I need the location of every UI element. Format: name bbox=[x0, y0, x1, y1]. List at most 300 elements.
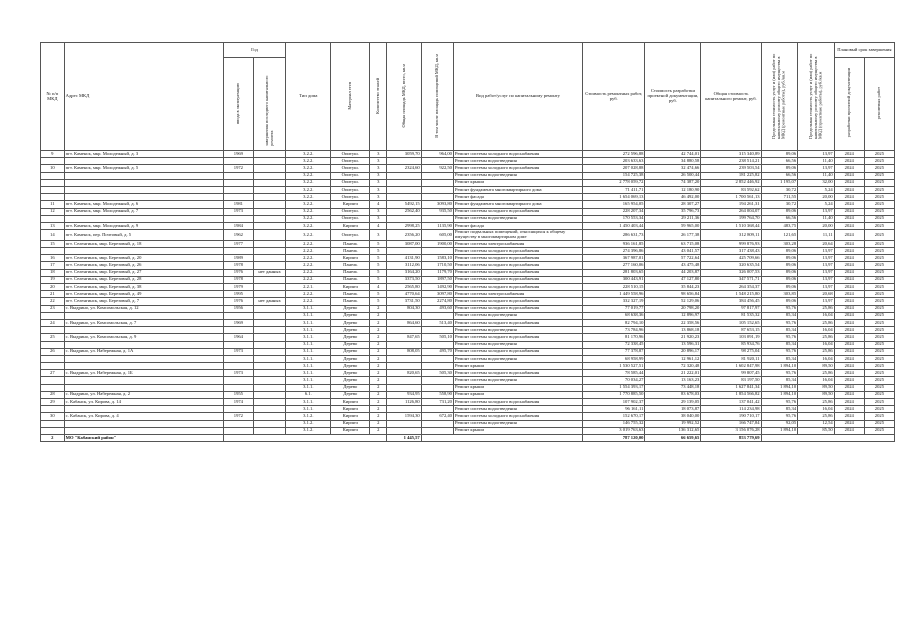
row-number: 15 bbox=[41, 240, 65, 247]
floors-cell: 2 bbox=[370, 319, 387, 326]
design-cost-cell: 13 868,18 bbox=[645, 327, 701, 334]
table-row bbox=[41, 284, 895, 291]
total-cost-cell: 81 535,32 bbox=[701, 312, 761, 319]
address-cell bbox=[64, 215, 223, 222]
repair-cost-cell: 272 596,88 bbox=[583, 151, 645, 158]
plan-design-cell: 2024 bbox=[834, 165, 864, 172]
total-design-cost: 66 659,65 bbox=[645, 434, 701, 441]
total-cost-cell: 2 852 446,92 bbox=[701, 179, 761, 186]
limit-cost-2-cell: 85,50 bbox=[798, 427, 835, 434]
year-repair-cell bbox=[253, 377, 285, 384]
limit-cost-2-cell: 13,97 bbox=[798, 284, 835, 291]
total-cost-cell: 320 635,54 bbox=[701, 262, 761, 269]
house-type-cell: 3.2.2. bbox=[286, 158, 331, 165]
wall-material-cell: Кирпич bbox=[331, 406, 370, 413]
year-build-cell: 1978 bbox=[223, 262, 253, 269]
design-cost-cell: 136 312,65 bbox=[645, 427, 701, 434]
design-cost-cell: 34 880,58 bbox=[645, 158, 701, 165]
header-plan-term: Плановый срок завершения bbox=[834, 43, 894, 58]
plan-design-cell: 2024 bbox=[834, 406, 864, 413]
floors-cell: 5 bbox=[370, 298, 387, 305]
limit-cost-2-cell: 16,04 bbox=[798, 355, 835, 362]
house-type-cell: 3.2.2. bbox=[286, 215, 331, 222]
repair-cost-cell: 71 411,71 bbox=[583, 186, 645, 193]
year-repair-cell bbox=[253, 158, 285, 165]
year-build-cell bbox=[223, 248, 253, 255]
address-cell bbox=[64, 158, 223, 165]
total-cost-cell: 264 004,07 bbox=[701, 208, 761, 215]
common-area-cell: 922,50 bbox=[421, 165, 453, 172]
limit-cost-1-cell: 95,76 bbox=[761, 348, 798, 355]
year-build-cell: 1973 bbox=[223, 348, 253, 355]
wall-material-cell: Панель bbox=[331, 262, 370, 269]
address-cell: пгт. Каменск, пер. Почтовый, д. 5 bbox=[64, 230, 223, 241]
repair-cost-cell: 332 327,19 bbox=[583, 298, 645, 305]
common-area-cell bbox=[421, 384, 453, 391]
house-type-cell: 3.1.1. bbox=[286, 341, 331, 348]
work-type-cell: Ремонт крыши bbox=[453, 391, 582, 398]
limit-cost-2-cell: 5,24 bbox=[798, 186, 835, 193]
repair-cost-cell: 300 443,91 bbox=[583, 276, 645, 283]
wall-material-cell: Опитуш. bbox=[331, 194, 370, 201]
total-cost-cell: 99 807,45 bbox=[701, 370, 761, 377]
total-cost-cell: 1 700 561,13 bbox=[701, 194, 761, 201]
design-cost-cell: 35 796,73 bbox=[645, 208, 701, 215]
total-area-cell bbox=[387, 312, 421, 319]
wall-material-cell: Панель bbox=[331, 291, 370, 298]
design-cost-cell: 21 222,01 bbox=[645, 370, 701, 377]
house-type-cell: 3.2.2. bbox=[286, 172, 331, 179]
design-cost-cell: 35 844,23 bbox=[645, 284, 701, 291]
house-type-cell: 3.1.1. bbox=[286, 377, 331, 384]
plan-design-cell: 2024 bbox=[834, 262, 864, 269]
address-cell bbox=[64, 327, 223, 334]
plan-repair-cell: 2025 bbox=[864, 165, 894, 172]
row-number bbox=[41, 420, 65, 427]
plan-design-cell: 2024 bbox=[834, 427, 864, 434]
limit-cost-1-cell: 95,76 bbox=[761, 334, 798, 341]
total-area: 1 445,57 bbox=[387, 434, 421, 441]
work-type-cell: Ремонт системы холодного водоснабжения bbox=[453, 298, 582, 305]
house-type-cell: 2.2.2. bbox=[286, 269, 331, 276]
limit-cost-2-cell: 16,04 bbox=[798, 312, 835, 319]
common-area-cell: 495,70 bbox=[421, 348, 453, 355]
row-number bbox=[41, 172, 65, 179]
plan-design-cell: 2024 bbox=[834, 377, 864, 384]
row-number bbox=[41, 363, 65, 370]
total-number: 2 bbox=[41, 434, 65, 441]
year-repair-cell bbox=[253, 427, 285, 434]
header-year-reconstruction: завершения последнего капитального ремонта bbox=[263, 75, 274, 147]
common-area-cell: 3093,80 bbox=[421, 201, 453, 208]
plan-repair-cell: 2025 bbox=[864, 262, 894, 269]
limit-cost-1-cell: 1 894,10 bbox=[761, 427, 798, 434]
floors-cell: 4 bbox=[370, 222, 387, 229]
limit-cost-1-cell: 95,76 bbox=[761, 413, 798, 420]
table-row bbox=[41, 341, 895, 348]
repair-cost-cell: 2 778 059,72 bbox=[583, 179, 645, 186]
work-type-cell: Ремонт системы холодного водоснабжения bbox=[453, 413, 582, 420]
limit-cost-1-cell: 92,05 bbox=[761, 420, 798, 427]
common-area-cell: 2274,80 bbox=[421, 298, 453, 305]
repair-cost-cell: 1 450 403,44 bbox=[583, 222, 645, 229]
design-cost-cell: 43 041,57 bbox=[645, 248, 701, 255]
floors-cell: 2 bbox=[370, 305, 387, 312]
table-row bbox=[41, 413, 895, 420]
total-area-cell bbox=[387, 215, 421, 222]
plan-repair-cell: 2025 bbox=[864, 230, 894, 241]
repair-cost-cell: 68 958,99 bbox=[583, 355, 645, 362]
year-repair-cell bbox=[253, 284, 285, 291]
limit-cost-1-cell: 85,34 bbox=[761, 355, 798, 362]
design-cost-cell: 47 127,80 bbox=[645, 276, 701, 283]
work-type-cell: Ремонт системы холодного водоснабжения bbox=[453, 348, 582, 355]
total-area-cell bbox=[387, 355, 421, 362]
wall-material-cell: Кирпич bbox=[331, 413, 370, 420]
table-row bbox=[41, 151, 895, 158]
total-area-cell: 864,60 bbox=[387, 319, 421, 326]
repair-cost-cell: 286 631,73 bbox=[583, 230, 645, 241]
floors-cell: 3 bbox=[370, 194, 387, 201]
address-cell: пгт. Селенгинск, мкр. Березовый, д. 18 bbox=[64, 240, 223, 247]
total-area-cell bbox=[387, 363, 421, 370]
floors-cell: 3 bbox=[370, 158, 387, 165]
limit-cost-1-cell: 85,34 bbox=[761, 341, 798, 348]
header-house-type: Тип дома bbox=[286, 43, 331, 151]
year-build-cell bbox=[223, 355, 253, 362]
house-type-cell: 3.1.1. bbox=[286, 327, 331, 334]
limit-cost-2-cell: 25,86 bbox=[798, 348, 835, 355]
work-type-cell: Ремонт системы водоотведения bbox=[453, 327, 582, 334]
design-cost-cell: 29 211,36 bbox=[645, 215, 701, 222]
floors-cell: 5 bbox=[370, 240, 387, 247]
plan-design-cell: 2024 bbox=[834, 255, 864, 262]
floors-cell: 2 bbox=[370, 427, 387, 434]
design-cost-cell: 46 492,00 bbox=[645, 194, 701, 201]
total-area-cell bbox=[387, 172, 421, 179]
total-cost-cell: 199 764,70 bbox=[701, 215, 761, 222]
address-cell: с. Выдрино, ул. Комсомольская, д. 12 bbox=[64, 305, 223, 312]
wall-material-cell: Панель bbox=[331, 298, 370, 305]
total-area-cell: 2565,80 bbox=[387, 284, 421, 291]
wall-material-cell: Панель bbox=[331, 269, 370, 276]
floors-cell: 2 bbox=[370, 355, 387, 362]
table-row bbox=[41, 208, 895, 215]
table-row-total bbox=[41, 434, 895, 441]
floors-cell: 2 bbox=[370, 341, 387, 348]
wall-material-cell: Опитуш. bbox=[331, 215, 370, 222]
house-type-cell: 3.2.2. bbox=[286, 222, 331, 229]
header-floors: Количество этажей bbox=[374, 77, 380, 114]
row-number: 20 bbox=[41, 284, 65, 291]
repair-cost-cell: 3 019 763,63 bbox=[583, 427, 645, 434]
repair-cost-cell: 68 638,36 bbox=[583, 312, 645, 319]
total-area-cell bbox=[387, 341, 421, 348]
floors-cell: 2 bbox=[370, 413, 387, 420]
work-type-cell: Ремонт крыши bbox=[453, 179, 582, 186]
limit-cost-2-cell: 20,00 bbox=[798, 194, 835, 201]
repair-cost-cell: 170 553,34 bbox=[583, 215, 645, 222]
house-type-cell: 2.2.2. bbox=[286, 291, 331, 298]
work-type-cell: Ремонт системы холодного водоснабжения bbox=[453, 305, 582, 312]
table-row bbox=[41, 334, 895, 341]
year-repair-cell bbox=[253, 399, 285, 406]
house-type-cell: 3.1.1. bbox=[286, 355, 331, 362]
year-build-cell: 1973 bbox=[223, 208, 253, 215]
year-repair-cell bbox=[253, 348, 285, 355]
year-repair-cell bbox=[253, 172, 285, 179]
total-cost-cell: 105 152,65 bbox=[701, 319, 761, 326]
limit-cost-1-cell: 1 894,10 bbox=[761, 391, 798, 398]
work-type-cell: Ремонт системы холодного водоснабжения bbox=[453, 319, 582, 326]
plan-design-cell: 2024 bbox=[834, 215, 864, 222]
total-label: МО "Кабанский район" bbox=[64, 434, 223, 441]
work-type-cell: Ремонт системы холодного водоснабжения bbox=[453, 165, 582, 172]
header-year-build: ввода в эксплуатацию bbox=[234, 82, 240, 124]
wall-material-cell: Опитуш. bbox=[331, 158, 370, 165]
row-number bbox=[41, 179, 65, 186]
common-area-cell: 1583,10 bbox=[421, 255, 453, 262]
total-cost-cell: 347 571,71 bbox=[701, 276, 761, 283]
limit-cost-2-cell: 25,86 bbox=[798, 305, 835, 312]
total-area-cell: 3059,70 bbox=[387, 151, 421, 158]
common-area-cell bbox=[421, 158, 453, 165]
limit-cost-1-cell: 89,06 bbox=[761, 284, 798, 291]
total-area-cell: 820,65 bbox=[387, 370, 421, 377]
common-area-cell: 3097,80 bbox=[421, 291, 453, 298]
address-cell: с. Выдрино, ул. Комсомольская, д. 7 bbox=[64, 319, 223, 326]
repair-cost-cell: 81 170,96 bbox=[583, 334, 645, 341]
limit-cost-2-cell: 13,97 bbox=[798, 151, 835, 158]
work-type-cell: Ремонт фундамента многоквартирного дома bbox=[453, 201, 582, 208]
year-build-cell: 1962 bbox=[223, 230, 253, 241]
row-number bbox=[41, 341, 65, 348]
floors-cell: 2 bbox=[370, 327, 387, 334]
year-build-cell: 1964 bbox=[223, 334, 253, 341]
row-number: 16 bbox=[41, 255, 65, 262]
total-area-cell bbox=[387, 186, 421, 193]
limit-cost-2-cell: 32,00 bbox=[798, 179, 835, 186]
wall-material-cell: Дерево bbox=[331, 334, 370, 341]
header-work-type: Вид работ/услуг по капитальному ремонту bbox=[453, 43, 582, 151]
limit-cost-1-cell: 303,85 bbox=[761, 291, 798, 298]
address-cell: с. Выдрино, ул. Набережная, д. 2 bbox=[64, 391, 223, 398]
limit-cost-2-cell: 13,97 bbox=[798, 165, 835, 172]
limit-cost-2-cell: 13,97 bbox=[798, 255, 835, 262]
limit-cost-2-cell: 5,24 bbox=[798, 201, 835, 208]
common-area-cell: 1710,50 bbox=[421, 262, 453, 269]
design-cost-cell: 59 965,00 bbox=[645, 222, 701, 229]
address-cell: пгт. Селенгинск, мкр. Березовый, д. 27 bbox=[64, 269, 223, 276]
row-number bbox=[41, 215, 65, 222]
year-repair-cell: нет данных bbox=[253, 269, 285, 276]
total-cost-cell: 87 653,15 bbox=[701, 327, 761, 334]
repair-cost-cell: 152 670,17 bbox=[583, 413, 645, 420]
wall-material-cell: Дерево bbox=[331, 305, 370, 312]
year-build-cell bbox=[223, 172, 253, 179]
total-area-cell: 4770,64 bbox=[387, 291, 421, 298]
year-build-cell: 1976 bbox=[223, 269, 253, 276]
wall-material-cell: Дерево bbox=[331, 384, 370, 391]
common-area-cell: 1897,50 bbox=[421, 276, 453, 283]
table-row bbox=[41, 291, 895, 298]
row-number: 21 bbox=[41, 291, 65, 298]
year-repair-cell bbox=[253, 291, 285, 298]
header-row-top bbox=[41, 43, 895, 58]
address-cell: пгт. Селенгинск, мкр. Березовый, д. 38 bbox=[64, 284, 223, 291]
limit-cost-2-cell: 16,04 bbox=[798, 341, 835, 348]
common-area-cell bbox=[421, 341, 453, 348]
house-type-cell: 2.2.1. bbox=[286, 284, 331, 291]
total-cost-cell: 1 510 368,44 bbox=[701, 222, 761, 229]
repair-cost-cell: 274 396,86 bbox=[583, 248, 645, 255]
plan-repair-cell: 2025 bbox=[864, 427, 894, 434]
floors-cell: 2 bbox=[370, 348, 387, 355]
total-area-cell: 3087,00 bbox=[387, 240, 421, 247]
plan-repair-cell: 2025 bbox=[864, 377, 894, 384]
year-build-cell: 1972 bbox=[223, 165, 253, 172]
design-cost-cell: 20 798,20 bbox=[645, 305, 701, 312]
plan-repair-cell: 2025 bbox=[864, 201, 894, 208]
wall-material-cell: Дерево bbox=[331, 370, 370, 377]
work-type-cell: Ремонт фасада bbox=[453, 194, 582, 201]
header-repair-cost: Стоимость ремонтных работ, руб. bbox=[583, 43, 645, 151]
limit-cost-1-cell: 89,06 bbox=[761, 255, 798, 262]
year-build-cell: 1979 bbox=[223, 284, 253, 291]
plan-design-cell: 2024 bbox=[834, 355, 864, 362]
year-build-cell: 1974 bbox=[223, 399, 253, 406]
plan-design-cell: 2024 bbox=[834, 334, 864, 341]
total-area-cell bbox=[387, 420, 421, 427]
total-area-cell: 1594,30 bbox=[387, 413, 421, 420]
header-total-area: Общая площадь МКД, всего, кв.м bbox=[400, 63, 406, 128]
repair-cost-cell: 1 449 558,96 bbox=[583, 291, 645, 298]
limit-cost-1-cell: 85,34 bbox=[761, 377, 798, 384]
year-build-cell: 1981 bbox=[223, 201, 253, 208]
wall-material-cell: Опитуш. bbox=[331, 230, 370, 241]
plan-repair-cell: 2025 bbox=[864, 151, 894, 158]
total-cost-cell: 999 876,93 bbox=[701, 240, 761, 247]
row-number: 12 bbox=[41, 208, 65, 215]
common-area-cell: 513,40 bbox=[421, 319, 453, 326]
house-type-cell: 2.2.2. bbox=[286, 298, 331, 305]
total-area-cell: 3731,50 bbox=[387, 298, 421, 305]
plan-repair-cell: 2025 bbox=[864, 384, 894, 391]
plan-design-cell: 2024 bbox=[834, 240, 864, 247]
year-repair-cell bbox=[253, 327, 285, 334]
address-cell: пгт. Селенгинск, мкр. Березовый, д. 7 bbox=[64, 298, 223, 305]
address-cell bbox=[64, 420, 223, 427]
house-type-cell: 3.1.1. bbox=[286, 334, 331, 341]
address-cell: пгт. Каменск, мкр. Молодежный, д. 9 bbox=[64, 222, 223, 229]
design-cost-cell: 12 961,12 bbox=[645, 355, 701, 362]
plan-design-cell: 2024 bbox=[834, 363, 864, 370]
repair-cost-cell: 1 530 527,51 bbox=[583, 363, 645, 370]
limit-cost-1-cell: 89,06 bbox=[761, 298, 798, 305]
work-type-cell: Ремонт крыши bbox=[453, 384, 582, 391]
address-cell: пгт. Селенгинск, мкр. Березовый, д. 28 bbox=[64, 276, 223, 283]
house-type-cell: 3.1.1. bbox=[286, 399, 331, 406]
limit-cost-1-cell: 89,06 bbox=[761, 151, 798, 158]
year-repair-cell bbox=[253, 262, 285, 269]
repair-cost-cell: 1 554 393,17 bbox=[583, 384, 645, 391]
year-build-cell: 1973 bbox=[223, 370, 253, 377]
year-repair-cell bbox=[253, 222, 285, 229]
table-row bbox=[41, 269, 895, 276]
table-row bbox=[41, 319, 895, 326]
year-build-cell: 1984 bbox=[223, 222, 253, 229]
total-cost-cell: 103 091,19 bbox=[701, 334, 761, 341]
table-row bbox=[41, 230, 895, 241]
limit-cost-1-cell: 95,76 bbox=[761, 319, 798, 326]
limit-cost-2-cell: 11,40 bbox=[798, 158, 835, 165]
table-row bbox=[41, 179, 895, 186]
floors-cell: 5 bbox=[370, 276, 387, 283]
total-cost-cell: 85 934,76 bbox=[701, 341, 761, 348]
work-type-cell: Ремонт фундамента многоквартирного дома bbox=[453, 186, 582, 193]
year-build-cell bbox=[223, 363, 253, 370]
common-area-cell: 605,00 bbox=[421, 230, 453, 241]
limit-cost-2-cell: 20,68 bbox=[798, 291, 835, 298]
plan-design-cell: 2024 bbox=[834, 420, 864, 427]
plan-design-cell: 2024 bbox=[834, 399, 864, 406]
address-cell bbox=[64, 384, 223, 391]
house-type-cell: 3.2.2. bbox=[286, 201, 331, 208]
header-year-group: Год bbox=[223, 43, 285, 58]
house-type-cell: 3.2.2. bbox=[286, 179, 331, 186]
table-row bbox=[41, 240, 895, 247]
repair-cost-cell: 77 378,87 bbox=[583, 348, 645, 355]
floors-cell: 5 bbox=[370, 255, 387, 262]
floors-cell: 2 bbox=[370, 399, 387, 406]
plan-design-cell: 2024 bbox=[834, 284, 864, 291]
wall-material-cell: Опитуш. bbox=[331, 186, 370, 193]
work-type-cell: Ремонт системы водоотведения bbox=[453, 377, 582, 384]
limit-cost-1-cell: 1 195,07 bbox=[761, 179, 798, 186]
limit-cost-2-cell: 25,86 bbox=[798, 370, 835, 377]
total-area-cell: 5492,15 bbox=[387, 201, 421, 208]
repair-cost-cell: 78 585,44 bbox=[583, 370, 645, 377]
work-type-cell: Ремонт системы водоотведения bbox=[453, 172, 582, 179]
table-row bbox=[41, 355, 895, 362]
wall-material-cell: Дерево bbox=[331, 391, 370, 398]
limit-cost-2-cell: 11,40 bbox=[798, 172, 835, 179]
year-build-cell bbox=[223, 384, 253, 391]
year-build-cell: 1972 bbox=[223, 413, 253, 420]
year-repair-cell bbox=[253, 413, 285, 420]
wall-material-cell: Опитуш. bbox=[331, 179, 370, 186]
common-area-cell bbox=[421, 215, 453, 222]
plan-repair-cell: 2025 bbox=[864, 291, 894, 298]
total-area-cell bbox=[387, 158, 421, 165]
limit-cost-1-cell: 95,76 bbox=[761, 305, 798, 312]
row-number bbox=[41, 312, 65, 319]
year-repair-cell bbox=[253, 341, 285, 348]
house-type-cell: 3.2.2. bbox=[286, 194, 331, 201]
house-type-cell: 3.1.2. bbox=[286, 427, 331, 434]
plan-design-cell: 2024 bbox=[834, 298, 864, 305]
house-type-cell: 3.1.1. bbox=[286, 370, 331, 377]
year-repair-cell bbox=[253, 319, 285, 326]
empty-cell bbox=[421, 434, 582, 441]
year-build-cell: 1969 bbox=[223, 319, 253, 326]
total-area-cell: 2356,20 bbox=[387, 230, 421, 241]
year-repair-cell bbox=[253, 420, 285, 427]
plan-design-cell: 2024 bbox=[834, 151, 864, 158]
row-number: 13 bbox=[41, 222, 65, 229]
work-type-cell: Ремонт системы холодного водоснабжения bbox=[453, 269, 582, 276]
floors-cell: 2 bbox=[370, 334, 387, 341]
